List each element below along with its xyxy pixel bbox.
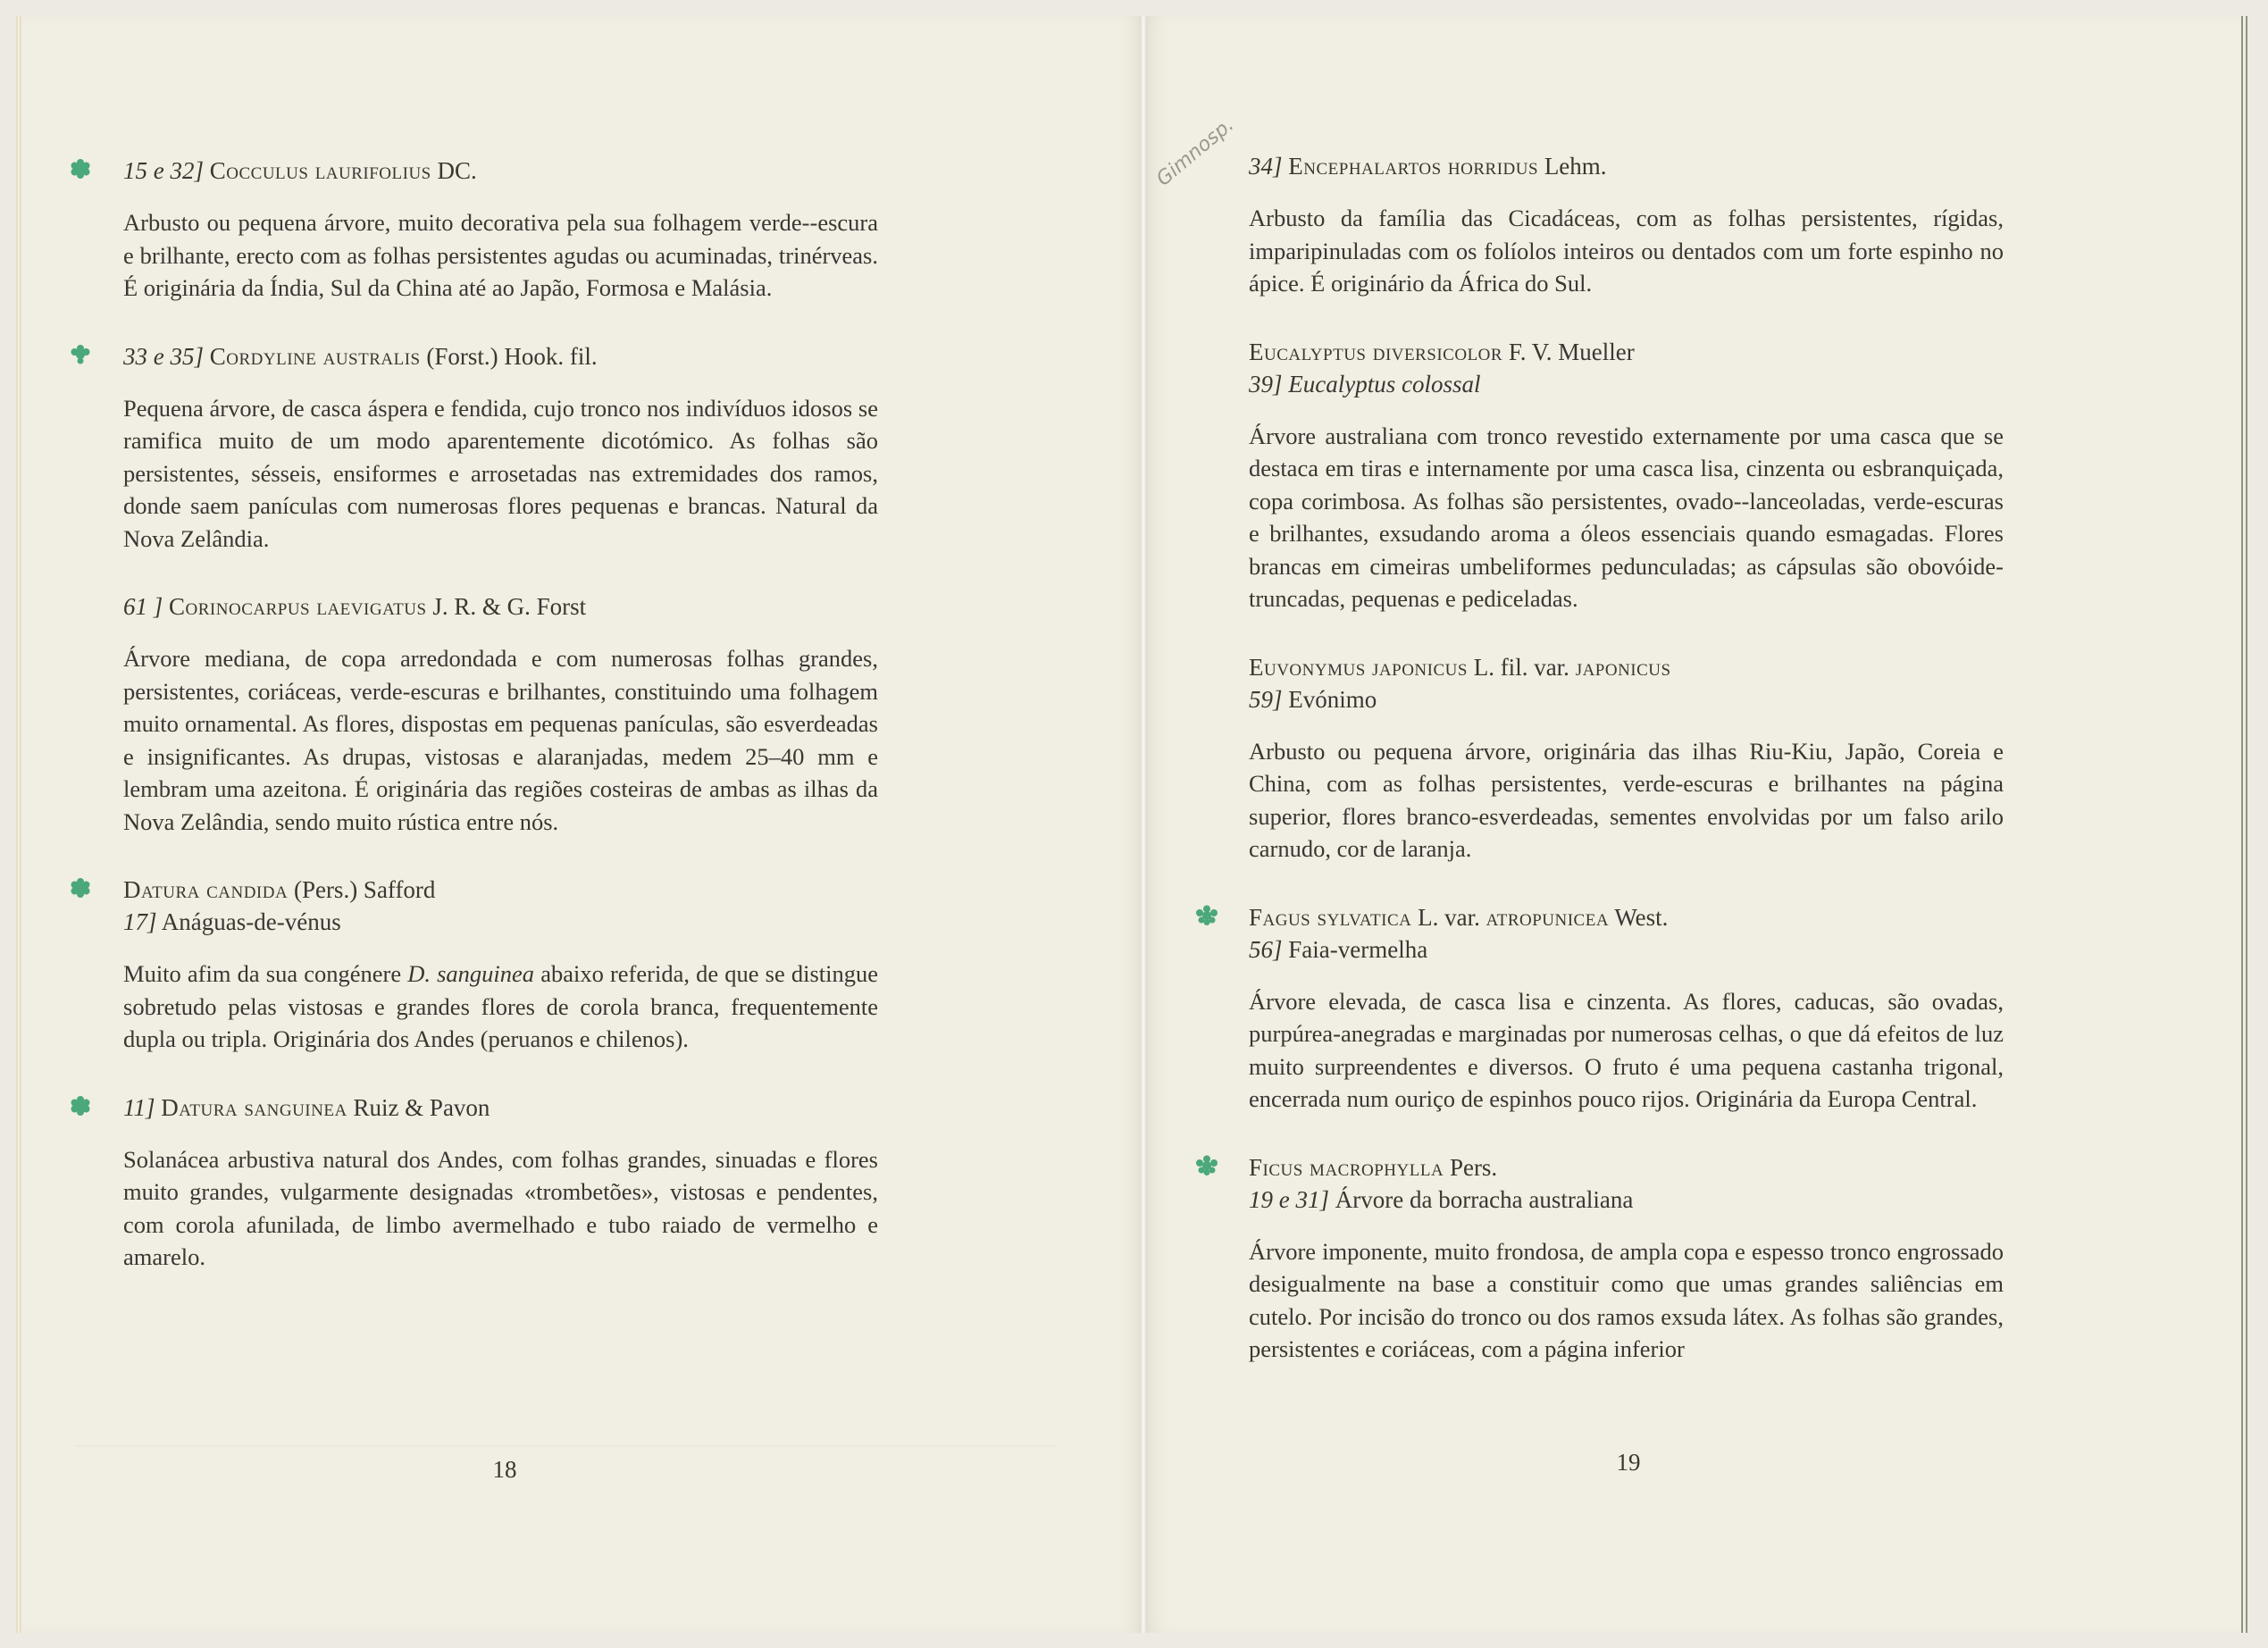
right-page-column <box>1249 150 2004 1366</box>
latin-name: Encephalartos horridus <box>1288 153 1539 180</box>
entry-description: Árvore mediana, de copa arredondada e com numerosas folhas grandes, persistentes, coriáceas, verde-escuras e brilhantes, constituindo uma folhagem muito ornamental. As flores, dispostas em pequenas panículas, são esverdeadas e insignificantes. As drupas, vistosas e alaranjadas, medem 25–40 mm e lembram uma azeitona. É originária das regiões costeiras de ambas as ilhas da Nova Zelândia, sendo muito rústica entre nós. <box>123 645 878 835</box>
variety-name: japonicus <box>1575 653 1671 681</box>
common-name: Anáguas-de-vénus <box>161 908 341 935</box>
common-name: Faia-vermelha <box>1288 935 1428 963</box>
entry-description <box>123 958 878 1056</box>
entry-description: Árvore elevada, de casca lisa e cinzenta. As flores, caducas, são ovadas, purpúrea-anegradas e marginadas por numerosas celhas, o que dá efeitos de luz muito surpreendentes e diversos. O fruto é uma pequena castanha trigonal, encerrada num ouriço de espinhos pouco rijos. Originária da Europa Central. <box>1249 987 2004 1112</box>
asterisk-marker-icon <box>70 1095 91 1117</box>
common-name: Evónimo <box>1288 685 1377 713</box>
latin-name: Eucalyptus diversicolor <box>1249 338 1503 365</box>
plan-reference: 15 e 32] <box>123 157 204 184</box>
entry-encephalartos-horridus <box>1249 150 2004 300</box>
authority: DC. <box>437 157 477 184</box>
left-page-column <box>123 155 878 1274</box>
entry-eucalyptus-diversicolor <box>1249 336 2004 615</box>
latin-name: Corinocarpus laevigatus <box>169 593 427 620</box>
entry-heading <box>123 155 878 187</box>
entry-description: Arbusto da família das Cicadáceas, com as folhas persistentes, rígidas, imparipinuladas com os folíolos inteiros ou dentados com um forte espinho no ápice. É originário da África do Sul. <box>1249 205 2004 297</box>
entry-euvonymus-japonicus <box>1249 651 2004 866</box>
latin-name: Ficus macrophylla <box>1249 1153 1444 1181</box>
common-name: Árvore da borracha australiana <box>1335 1185 1634 1213</box>
entry-heading <box>123 590 878 623</box>
authority: L. var. <box>1418 903 1480 931</box>
latin-name: Datura sanguinea <box>161 1093 347 1121</box>
plan-reference: 11] <box>123 1093 155 1121</box>
pencil-annotation: Gimnosp. <box>1152 113 1239 191</box>
entry-description: Pequena árvore, de casca áspera e fendida, cujo tronco nos indivíduos idosos se ramifica muito de um modo aparentemente dicotómico. As folhas são persistentes, sésseis, ensiformes e arrosetadas nas extremidades dos ramos, donde saem panículas com numerosas flores pequenas e brancas. Natural da Nova Zelândia. <box>123 394 878 552</box>
latin-name: Cocculus laurifolius <box>209 157 431 184</box>
entry-subheading <box>1249 683 2004 715</box>
entry-subheading <box>1249 1184 2004 1216</box>
asterisk-marker-icon <box>1195 1155 1217 1176</box>
authority: Lehm. <box>1544 153 1607 180</box>
entry-fagus-sylvatica <box>1249 901 2004 1116</box>
latin-name: Euvonymus japonicus <box>1249 653 1468 681</box>
entry-ficus-macrophylla <box>1249 1151 2004 1366</box>
entry-subheading <box>1249 933 2004 966</box>
book-spine <box>1140 16 1147 1633</box>
entry-description: Arbusto ou pequena árvore, muito decorativa pela sua folhagem verde--escura e brilhante, erecto com as folhas persistentes agudas ou acuminadas, trinérveas. É originária da Índia, Sul da China até ao Japão, Formosa e Malásia. <box>123 209 878 301</box>
entry-corinocarpus-laevigatus <box>123 590 878 838</box>
entry-heading <box>123 1092 878 1124</box>
asterisk-marker-icon <box>70 158 91 180</box>
plan-reference: 59] <box>1249 685 1283 713</box>
entry-datura-candida <box>123 874 878 1056</box>
authority: J. R. & G. Forst <box>432 593 587 620</box>
authority: (Forst.) Hook. fil. <box>426 342 598 370</box>
plan-reference: 39] <box>1249 370 1283 397</box>
page-number-right: 19 <box>1616 1449 1641 1476</box>
entry-subheading <box>1249 368 2004 400</box>
entry-heading <box>1249 901 2004 933</box>
entry-heading <box>1249 336 2004 368</box>
authority: L. fil. var. <box>1473 653 1569 681</box>
asterisk-marker-icon <box>1195 905 1217 926</box>
latin-name: Datura candida <box>123 876 289 903</box>
authority: F. V. Mueller <box>1508 338 1635 365</box>
entry-description: Árvore australiana com tronco revestido externamente por uma casca que se destaca em tiras e internamente por uma casca lisa, cinzenta ou esbranquiçada, copa corimbosa. As folhas são persistentes, ovado--lanceoladas, verde-escuras e brilhantes, exsudando aroma a óleos essenciais quando esmagadas. Flores brancas em cimeiras umbeliformes pedunculadas; as cápsulas são obovóide-truncadas, pequenas e pediceladas. <box>1249 422 2004 612</box>
plan-reference: 61 ] <box>123 593 163 620</box>
entry-cocculus-laurifolius <box>123 155 878 305</box>
authority: Pers. <box>1449 1153 1498 1181</box>
book-spread <box>16 16 2249 1633</box>
authority: West. <box>1614 903 1669 931</box>
species-reference: D. sanguinea <box>407 960 535 987</box>
entry-cordyline-australis <box>123 340 878 556</box>
asterisk-marker-icon <box>70 877 91 899</box>
entry-heading <box>1249 651 2004 683</box>
description-text: abaixo referida, de que se distingue sobretudo pelas vistosas e grandes flores de corola branca, frequentemente dupla ou tripla. Originária dos Andes (peruanos e chilenos). <box>123 960 878 1052</box>
plan-reference: 34] <box>1249 153 1283 180</box>
variety-name: atropunicea <box>1485 903 1610 931</box>
entry-heading <box>1249 150 2004 182</box>
entry-subheading <box>123 906 878 938</box>
entry-description: Árvore imponente, muito frondosa, de ampla copa e espesso tronco engrossado desigualmente na base a constituir como que umas grandes saliências em cutelo. Por incisão do tronco ou dos ramos exsuda látex. As folhas são grandes, persistentes e coriáceas, com a página inferior <box>1249 1237 2004 1362</box>
authority: (Pers.) Safford <box>293 876 436 903</box>
entry-description: Arbusto ou pequena árvore, originária das ilhas Riu-Kiu, Japão, Coreia e China, com as folhas persistentes, verde-escuras e brilhantes na página superior, flores branco-esverdeadas, sementes envolvidas por um falso arilo carnudo, cor de laranja. <box>1249 737 2004 862</box>
description-text: Muito afim da sua congénere <box>123 960 408 987</box>
plan-reference: 33 e 35] <box>123 342 204 370</box>
plan-reference: 17] <box>123 908 157 935</box>
entry-heading <box>123 874 878 906</box>
entry-heading <box>1249 1151 2004 1184</box>
page-number-left: 18 <box>492 1456 517 1483</box>
common-name: Eucalyptus colossal <box>1288 370 1481 397</box>
entry-datura-sanguinea <box>123 1092 878 1274</box>
entry-heading <box>123 340 878 372</box>
plan-reference: 56] <box>1249 935 1283 963</box>
asterisk-marker-icon <box>70 344 91 365</box>
latin-name: Fagus sylvatica <box>1249 903 1412 931</box>
paper-texture <box>75 1445 1058 1447</box>
plan-reference: 19 e 31] <box>1249 1185 1329 1213</box>
authority: Ruiz & Pavon <box>353 1093 490 1121</box>
latin-name: Cordyline australis <box>209 342 421 370</box>
entry-description: Solanácea arbustiva natural dos Andes, com folhas grandes, sinuadas e flores muito grandes, vulgarmente designadas «trombetões», vistosas e pendentes, com corola afunilada, de limbo avermelhado e tubo raiado de vermelho e amarelo. <box>123 1145 878 1270</box>
